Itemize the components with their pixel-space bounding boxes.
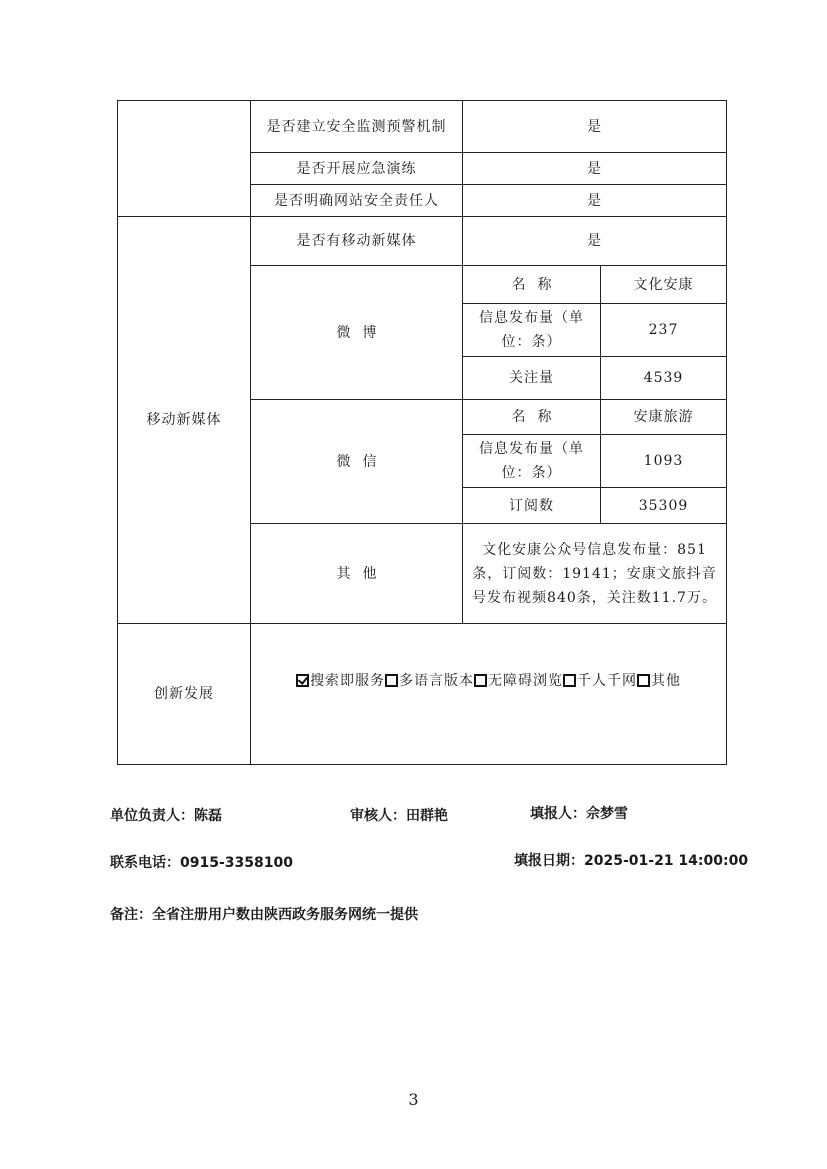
checkbox-icon[interactable]: [385, 674, 398, 687]
wechat-name-value: 安康旅游: [601, 400, 727, 435]
report-table: [117, 100, 727, 765]
innovation-option[interactable]: [637, 669, 681, 693]
wechat-label: 微信: [251, 400, 463, 524]
mobile-media-section-label: 移动新媒体: [118, 217, 251, 624]
weibo-posts-label: 信息发布量（单位：条）: [463, 304, 601, 357]
innovation-option[interactable]: [385, 669, 474, 693]
wechat-subs-value: 35309: [601, 488, 727, 524]
innovation-option-label: 千人千网: [577, 672, 637, 689]
innovation-option[interactable]: [563, 669, 637, 693]
filler: 填报人：佘梦雪: [530, 806, 628, 822]
security-officer-value: 是: [463, 185, 727, 217]
weibo-label: 微博: [251, 266, 463, 400]
other-media-value: 文化安康公众号信息发布量：851条，订阅数：19141；安康文旅抖音号发布视频840条，关注数11.7万。: [463, 524, 727, 624]
wechat-subs-label: 订阅数: [463, 488, 601, 524]
security-officer-label: 是否明确网站安全责任人: [251, 185, 463, 217]
wechat-name-label: 名称: [463, 400, 601, 435]
innovation-options-cell: [251, 624, 727, 765]
weibo-followers-value: 4539: [601, 357, 727, 400]
checked-checkbox-icon[interactable]: [296, 674, 309, 687]
weibo-followers-label: 关注量: [463, 357, 601, 400]
emergency-drill-label: 是否开展应急演练: [251, 153, 463, 185]
unit-head: 单位负责人：陈磊: [110, 808, 222, 824]
wechat-posts-value: 1093: [601, 435, 727, 488]
security-section-cell: [118, 101, 251, 217]
reviewer: 审核人：田群艳: [350, 808, 448, 824]
has-mobile-media-label: 是否有移动新媒体: [251, 217, 463, 266]
wechat-posts-label: 信息发布量（单位：条）: [463, 435, 601, 488]
contact-phone: 联系电话：0915-3358100: [110, 855, 293, 871]
emergency-drill-value: 是: [463, 153, 727, 185]
innovation-option-label: 无障碍浏览: [488, 672, 563, 689]
innovation-option-label: 多语言版本: [399, 672, 474, 689]
innovation-option[interactable]: [474, 669, 563, 693]
has-mobile-media-value: 是: [463, 217, 727, 266]
footnote: 备注：全省注册用户数由陕西政务服务网统一提供: [110, 907, 418, 923]
innovation-options: [296, 669, 681, 693]
weibo-posts-value: 237: [601, 304, 727, 357]
monitoring-warning-label: 是否建立安全监测预警机制: [251, 101, 463, 153]
innovation-option[interactable]: [296, 669, 385, 693]
other-media-label: 其他: [251, 524, 463, 624]
checkbox-icon[interactable]: [563, 674, 576, 687]
checkbox-icon[interactable]: [637, 674, 650, 687]
weibo-name-value: 文化安康: [601, 266, 727, 304]
page-number: 3: [408, 1090, 419, 1109]
innovation-option-label: 其他: [651, 672, 681, 689]
monitoring-warning-value: 是: [463, 101, 727, 153]
weibo-name-label: 名称: [463, 266, 601, 304]
checkbox-icon[interactable]: [474, 674, 487, 687]
innovation-label: 创新发展: [118, 624, 251, 765]
innovation-option-label: 搜索即服务: [310, 672, 385, 689]
fill-date: 填报日期：2025-01-21 14:00:00: [514, 853, 749, 869]
